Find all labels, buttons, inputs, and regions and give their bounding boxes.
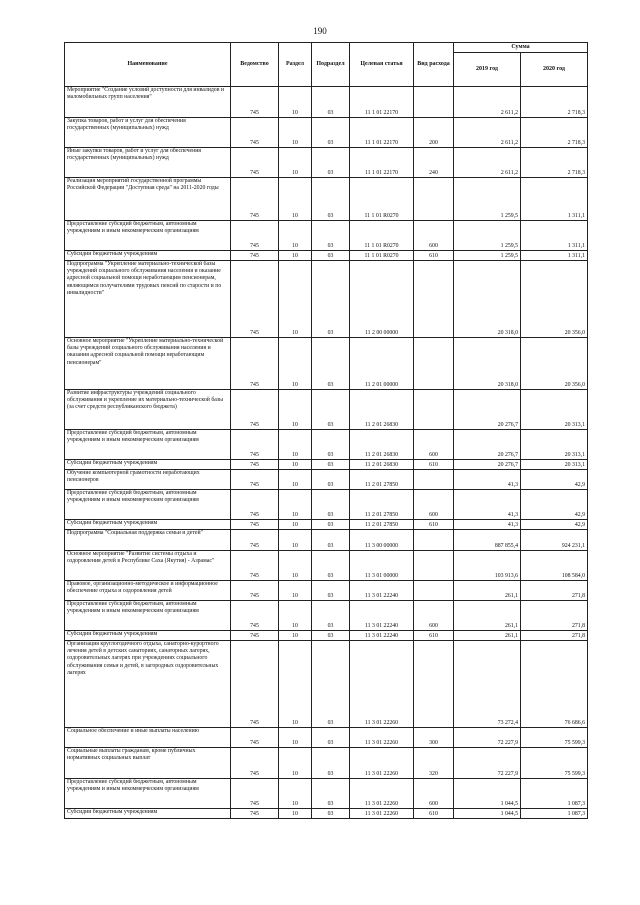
- row-sum-2019: 20 318,0: [454, 261, 521, 338]
- row-target: 11 3 01 22260: [350, 728, 414, 748]
- row-target: 11 3 01 22260: [350, 641, 414, 728]
- row-subsection: 03: [312, 118, 350, 148]
- row-sum-2020: 924 231,1: [521, 530, 588, 551]
- table-row: [65, 148, 588, 178]
- table-row: [65, 470, 588, 490]
- table-row: [65, 748, 588, 779]
- row-subsection: 03: [312, 178, 350, 221]
- row-name: Предоставление субсидий бюджетным, автономным учреждениям и иным некоммерческим организациям: [65, 221, 231, 251]
- row-sum-2020: 108 584,0: [521, 551, 588, 581]
- row-target: 11 3 01 22260: [350, 748, 414, 779]
- row-subsection: 03: [312, 490, 350, 520]
- row-sum-2019: 41,3: [454, 470, 521, 490]
- row-ministry: 745: [231, 251, 279, 261]
- table-row: [65, 87, 588, 118]
- row-section: 10: [279, 779, 312, 809]
- row-expense-type: [414, 641, 454, 728]
- row-target: 11 3 01 22240: [350, 581, 414, 601]
- table-row: [65, 530, 588, 551]
- row-sum-2020: 271,8: [521, 601, 588, 631]
- row-subsection: 03: [312, 748, 350, 779]
- row-target: 11 3 01 22260: [350, 779, 414, 809]
- page-number: 190: [313, 26, 327, 36]
- row-target: 11 2 01 27850: [350, 490, 414, 520]
- row-expense-type: 600: [414, 430, 454, 460]
- row-subsection: 03: [312, 551, 350, 581]
- row-ministry: 745: [231, 338, 279, 390]
- table-row: [65, 221, 588, 251]
- row-sum-2020: 20 356,0: [521, 338, 588, 390]
- table-row: [65, 728, 588, 748]
- row-sum-2020: 75 599,3: [521, 728, 588, 748]
- row-name: Социальные выплаты гражданам, кроме публичных нормативных социальных выплат: [65, 748, 231, 779]
- row-sum-2020: 42,9: [521, 470, 588, 490]
- table-row: [65, 251, 588, 261]
- row-expense-type: [414, 338, 454, 390]
- row-expense-type: [414, 87, 454, 118]
- row-sum-2020: 42,9: [521, 490, 588, 520]
- row-ministry: 745: [231, 631, 279, 641]
- row-name: Правовое, организационно-методическое и информационное обеспечение отдыха и оздоровления детей: [65, 581, 231, 601]
- row-sum-2020: 1 311,1: [521, 221, 588, 251]
- row-target: 11 1 01 R0270: [350, 251, 414, 261]
- row-ministry: 745: [231, 261, 279, 338]
- row-subsection: 03: [312, 251, 350, 261]
- row-ministry: 745: [231, 520, 279, 530]
- row-section: 10: [279, 551, 312, 581]
- row-expense-type: [414, 261, 454, 338]
- row-expense-type: 200: [414, 118, 454, 148]
- table-row: [65, 601, 588, 631]
- row-sum-2020: 20 313,1: [521, 430, 588, 460]
- row-sum-2019: 20 276,7: [454, 430, 521, 460]
- row-section: 10: [279, 148, 312, 178]
- row-subsection: 03: [312, 520, 350, 530]
- row-sum-2020: 2 718,3: [521, 118, 588, 148]
- header-year-2020: 2020 год: [521, 53, 588, 87]
- row-sum-2020: 1 311,1: [521, 178, 588, 221]
- row-section: 10: [279, 470, 312, 490]
- header-expense-type: Вид расхода: [414, 43, 454, 87]
- row-ministry: 745: [231, 641, 279, 728]
- table-row: [65, 779, 588, 809]
- row-expense-type: [414, 530, 454, 551]
- header-ministry: Ведомство: [231, 43, 279, 87]
- row-sum-2020: 2 718,3: [521, 148, 588, 178]
- row-target: 11 1 01 22170: [350, 148, 414, 178]
- table-row: [65, 338, 588, 390]
- row-section: 10: [279, 430, 312, 460]
- row-expense-type: 320: [414, 748, 454, 779]
- row-section: 10: [279, 390, 312, 430]
- row-target: 11 2 01 27850: [350, 470, 414, 490]
- row-name: Субсидии бюджетным учреждениям: [65, 631, 231, 641]
- row-subsection: 03: [312, 338, 350, 390]
- row-target: 11 2 01 26830: [350, 390, 414, 430]
- row-sum-2019: 1 259,5: [454, 251, 521, 261]
- row-section: 10: [279, 221, 312, 251]
- row-sum-2019: 2 611,2: [454, 148, 521, 178]
- header-subsection: Подраздел: [312, 43, 350, 87]
- row-subsection: 03: [312, 641, 350, 728]
- row-ministry: 745: [231, 87, 279, 118]
- header-sum: Сумма: [454, 43, 588, 53]
- row-section: 10: [279, 581, 312, 601]
- row-sum-2019: 41,3: [454, 520, 521, 530]
- row-subsection: 03: [312, 728, 350, 748]
- row-expense-type: 610: [414, 251, 454, 261]
- row-target: 11 3 01 22240: [350, 601, 414, 631]
- row-subsection: 03: [312, 530, 350, 551]
- row-sum-2020: 20 356,0: [521, 261, 588, 338]
- row-target: 11 2 00 00000: [350, 261, 414, 338]
- row-sum-2019: 1 044,5: [454, 809, 521, 819]
- table-body: [65, 87, 588, 819]
- row-ministry: 745: [231, 748, 279, 779]
- row-target: 11 1 01 R0270: [350, 221, 414, 251]
- row-sum-2020: 75 599,3: [521, 748, 588, 779]
- row-subsection: 03: [312, 809, 350, 819]
- row-ministry: 745: [231, 390, 279, 430]
- table-row: [65, 118, 588, 148]
- row-subsection: 03: [312, 581, 350, 601]
- row-ministry: 745: [231, 809, 279, 819]
- row-name: Закупка товаров, работ и услуг для обеспечения государственных (муниципальных) нужд: [65, 118, 231, 148]
- row-name: Мероприятие "Создание условий доступности для инвалидов и маломобильных групп населения": [65, 87, 231, 118]
- row-expense-type: 610: [414, 460, 454, 470]
- row-sum-2020: 1 087,3: [521, 809, 588, 819]
- table-row: [65, 581, 588, 601]
- row-expense-type: 610: [414, 631, 454, 641]
- row-subsection: 03: [312, 148, 350, 178]
- table-row: [65, 460, 588, 470]
- budget-table: [64, 42, 588, 819]
- row-sum-2020: 20 313,1: [521, 390, 588, 430]
- row-sum-2019: 1 259,5: [454, 221, 521, 251]
- table-row: [65, 631, 588, 641]
- row-name: Обучение компьютерной грамотности неработающих пенсионеров: [65, 470, 231, 490]
- row-section: 10: [279, 178, 312, 221]
- row-ministry: 745: [231, 728, 279, 748]
- row-name: Реализация мероприятий государственной программы Российской Федерации "Доступная среда" на 2011-2020 годы: [65, 178, 231, 221]
- row-subsection: 03: [312, 221, 350, 251]
- row-name: Иные закупки товаров, работ и услуг для обеспечения государственных (муниципальных) нужд: [65, 148, 231, 178]
- row-target: 11 1 01 22170: [350, 87, 414, 118]
- table-row: [65, 520, 588, 530]
- table-row: [65, 490, 588, 520]
- row-target: 11 1 01 22170: [350, 118, 414, 148]
- row-sum-2019: 20 318,0: [454, 338, 521, 390]
- row-subsection: 03: [312, 87, 350, 118]
- table-row: [65, 178, 588, 221]
- row-expense-type: 610: [414, 809, 454, 819]
- row-sum-2019: 2 611,2: [454, 118, 521, 148]
- row-subsection: 03: [312, 631, 350, 641]
- row-sum-2020: 1 311,1: [521, 251, 588, 261]
- table-row: [65, 261, 588, 338]
- row-sum-2020: 2 718,3: [521, 87, 588, 118]
- row-sum-2020: 1 087,3: [521, 779, 588, 809]
- row-sum-2020: 271,8: [521, 581, 588, 601]
- row-expense-type: [414, 470, 454, 490]
- row-sum-2020: 271,8: [521, 631, 588, 641]
- row-target: 11 3 00 00000: [350, 530, 414, 551]
- row-sum-2020: 20 313,1: [521, 460, 588, 470]
- row-section: 10: [279, 601, 312, 631]
- row-subsection: 03: [312, 390, 350, 430]
- table-row: [65, 390, 588, 430]
- row-section: 10: [279, 631, 312, 641]
- row-expense-type: 600: [414, 490, 454, 520]
- row-section: 10: [279, 338, 312, 390]
- row-section: 10: [279, 460, 312, 470]
- row-name: Основное мероприятие "Развитие системы отдыха и оздоровления детей в Республике Саха (Якутия) - Азрамас": [65, 551, 231, 581]
- row-target: 11 2 01 27850: [350, 520, 414, 530]
- row-sum-2019: 887 855,4: [454, 530, 521, 551]
- row-sum-2019: 41,3: [454, 490, 521, 520]
- row-expense-type: [414, 551, 454, 581]
- row-sum-2019: 103 913,6: [454, 551, 521, 581]
- row-sum-2019: 20 276,7: [454, 460, 521, 470]
- row-section: 10: [279, 261, 312, 338]
- row-name: Развитие инфраструктуры учреждений социального обслуживания и укрепление их материально-технической базы (за счет средств республиканского бюджета): [65, 390, 231, 430]
- row-ministry: 745: [231, 460, 279, 470]
- row-name: Предоставление субсидий бюджетным, автономным учреждениям и иным некоммерческим организациям: [65, 601, 231, 631]
- row-section: 10: [279, 728, 312, 748]
- row-sum-2019: 72 227,9: [454, 728, 521, 748]
- row-target: 11 1 01 R0270: [350, 178, 414, 221]
- row-name: Подпрограмма "Укрепление материально-технической базы учреждений социального обслуживания населения и оказание адресной социальной помощи неработающим пенсионерам, являющимся получателями трудовых пенсий по старости и по инвалидности": [65, 261, 231, 338]
- table-row: [65, 809, 588, 819]
- row-subsection: 03: [312, 779, 350, 809]
- row-ministry: 745: [231, 118, 279, 148]
- row-target: 11 2 01 00000: [350, 338, 414, 390]
- row-section: 10: [279, 530, 312, 551]
- row-name: Субсидии бюджетным учреждениям: [65, 460, 231, 470]
- row-ministry: 745: [231, 581, 279, 601]
- row-target: 11 3 01 00000: [350, 551, 414, 581]
- row-expense-type: [414, 178, 454, 221]
- row-ministry: 745: [231, 601, 279, 631]
- row-expense-type: [414, 390, 454, 430]
- row-sum-2019: 261,1: [454, 631, 521, 641]
- row-name: Субсидии бюджетным учреждениям: [65, 809, 231, 819]
- row-expense-type: 600: [414, 779, 454, 809]
- row-name: Субсидии бюджетным учреждениям: [65, 251, 231, 261]
- row-sum-2019: 2 611,2: [454, 87, 521, 118]
- row-ministry: 745: [231, 430, 279, 460]
- row-sum-2019: 1 259,5: [454, 178, 521, 221]
- row-expense-type: 610: [414, 520, 454, 530]
- row-sum-2020: 42,9: [521, 520, 588, 530]
- row-sum-2020: 76 686,6: [521, 641, 588, 728]
- row-target: 11 3 01 22240: [350, 631, 414, 641]
- row-ministry: 745: [231, 779, 279, 809]
- table-row: [65, 641, 588, 728]
- row-section: 10: [279, 118, 312, 148]
- row-name: Субсидии бюджетным учреждениям: [65, 520, 231, 530]
- header-year-2019: 2019 год: [454, 53, 521, 87]
- row-sum-2019: 261,1: [454, 601, 521, 631]
- row-target: 11 2 01 26830: [350, 460, 414, 470]
- row-subsection: 03: [312, 430, 350, 460]
- row-expense-type: 300: [414, 728, 454, 748]
- row-ministry: 745: [231, 178, 279, 221]
- row-name: Основное мероприятие "Укрепление материально-технической базы учреждений социального обслуживания населения и оказания адресной социальной помощи неработающим пенсионерам": [65, 338, 231, 390]
- row-ministry: 745: [231, 148, 279, 178]
- row-section: 10: [279, 87, 312, 118]
- row-subsection: 03: [312, 261, 350, 338]
- row-ministry: 745: [231, 221, 279, 251]
- row-subsection: 03: [312, 601, 350, 631]
- row-ministry: 745: [231, 551, 279, 581]
- row-expense-type: 600: [414, 601, 454, 631]
- row-name: Социальное обеспечение и иные выплаты населению: [65, 728, 231, 748]
- row-section: 10: [279, 641, 312, 728]
- row-sum-2019: 72 227,9: [454, 748, 521, 779]
- row-subsection: 03: [312, 470, 350, 490]
- table-row: [65, 430, 588, 460]
- row-name: Предоставление субсидий бюджетным, автономным учреждениям и иным некоммерческим организациям: [65, 490, 231, 520]
- row-name: Предоставление субсидий бюджетным, автономным учреждениям и иным некоммерческим организациям: [65, 779, 231, 809]
- header-name: Наименование: [65, 43, 231, 87]
- table-header: [65, 43, 588, 87]
- row-subsection: 03: [312, 460, 350, 470]
- row-expense-type: 600: [414, 221, 454, 251]
- row-section: 10: [279, 748, 312, 779]
- row-target: 11 2 01 26830: [350, 430, 414, 460]
- row-name: Подпрограмма "Социальная поддержка семьи и детей": [65, 530, 231, 551]
- row-ministry: 745: [231, 530, 279, 551]
- row-section: 10: [279, 490, 312, 520]
- row-name: Предоставление субсидий бюджетным, автономным учреждениям и иным некоммерческим организациям: [65, 430, 231, 460]
- row-ministry: 745: [231, 470, 279, 490]
- row-expense-type: [414, 581, 454, 601]
- row-target: 11 3 01 22260: [350, 809, 414, 819]
- row-expense-type: 240: [414, 148, 454, 178]
- header-target: Целевая статья: [350, 43, 414, 87]
- row-sum-2019: 73 272,4: [454, 641, 521, 728]
- row-sum-2019: 261,1: [454, 581, 521, 601]
- header-section: Раздел: [279, 43, 312, 87]
- row-ministry: 745: [231, 490, 279, 520]
- table-row: [65, 551, 588, 581]
- row-section: 10: [279, 251, 312, 261]
- row-sum-2019: 1 044,5: [454, 779, 521, 809]
- row-name: Организация круглогодичного отдыха, санаторно-курортного лечения детей в детских санаториях, санаторных лагерях, оздоровительных лагерях при учреждениях социального обслуживания семьи и детей, в загородных оздоровительных лагерях: [65, 641, 231, 728]
- row-section: 10: [279, 809, 312, 819]
- row-section: 10: [279, 520, 312, 530]
- row-sum-2019: 20 276,7: [454, 390, 521, 430]
